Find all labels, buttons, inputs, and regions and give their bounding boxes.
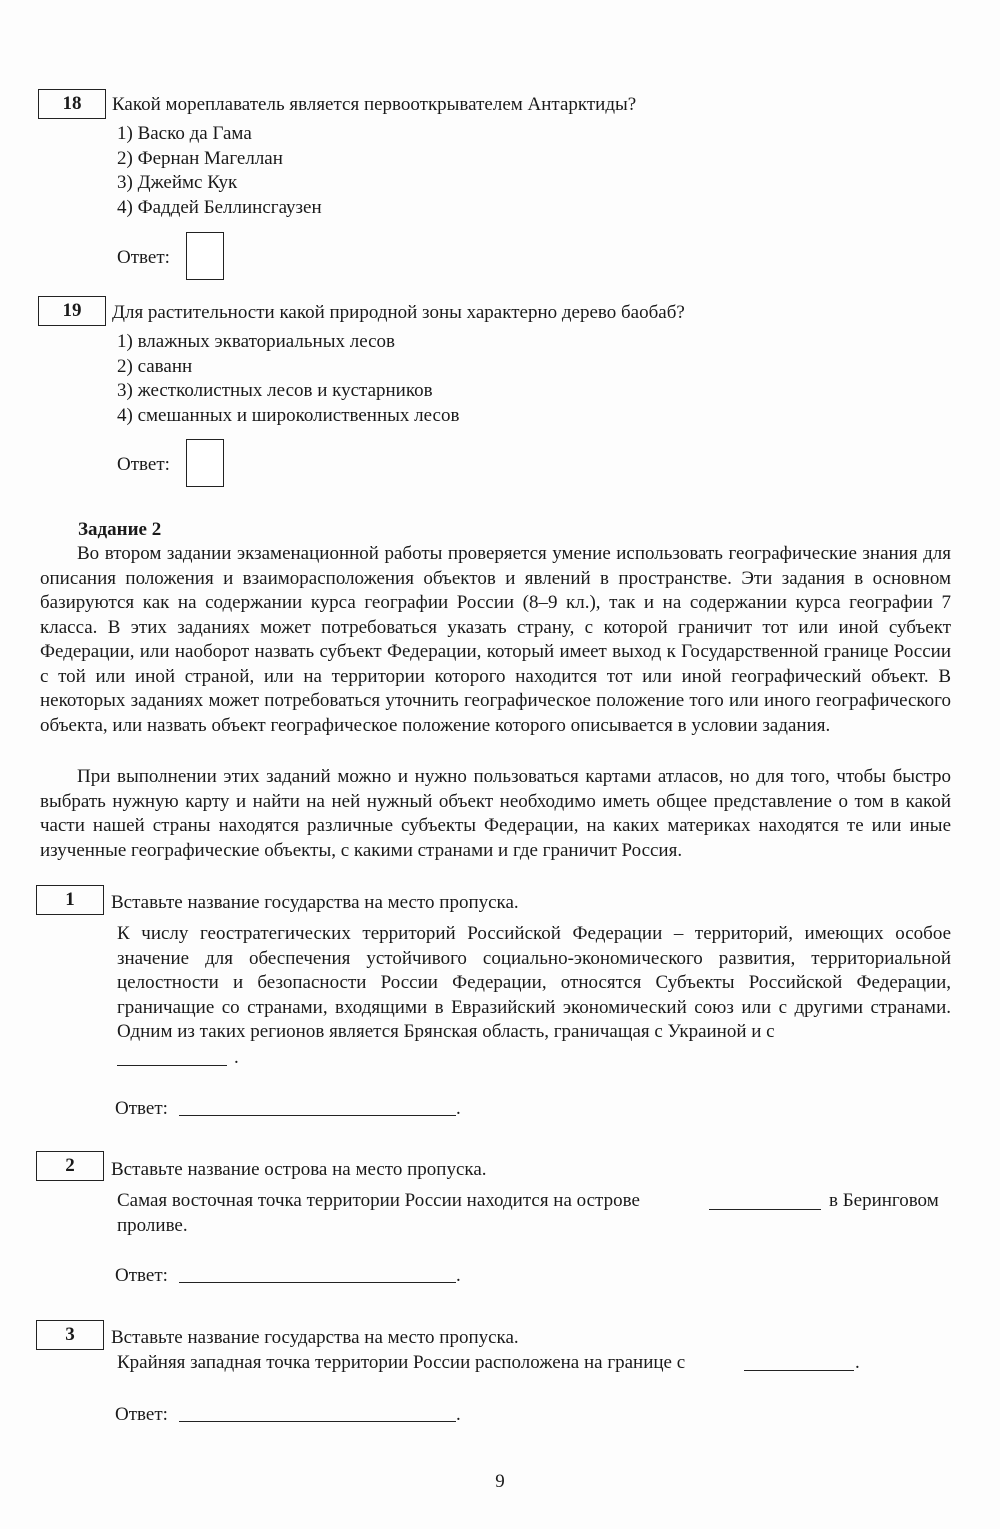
question-text: Какой мореплаватель является первооткрывателем Антарктиды?	[112, 94, 637, 115]
task-text: Самая восточная точка территории России находится на острове	[117, 1190, 640, 1211]
section-title: Задание 2	[78, 519, 162, 540]
answer-line[interactable]	[179, 1282, 456, 1283]
option-3[interactable]: 3) Джеймс Кук	[117, 172, 238, 193]
section-paragraph-2: При выполнении этих заданий можно и нужно пользоваться картами атласов, но для того, чтобы быстро выбрать нужную карту и найти на ней нужный объект необходимо иметь общее представление о том в какой части нашей страны находятся различные субъекты Федерации, на каких материках находятся те или иные изученные географические объекты, с какими странами и где граничит Россия.	[40, 766, 951, 861]
task-instruction: Вставьте название острова на место пропуска.	[111, 1159, 487, 1180]
answer-box[interactable]	[186, 439, 224, 487]
answer-line[interactable]	[179, 1421, 456, 1422]
question-number-box: 19	[38, 296, 106, 326]
answer-label: Ответ:	[117, 247, 170, 268]
task-text: Крайняя западная точка территории России расположена на границе с	[117, 1352, 686, 1373]
answer-label: Ответ:	[115, 1265, 168, 1286]
options-list	[117, 330, 459, 428]
answer-box[interactable]	[186, 232, 224, 280]
answer-label: Ответ:	[115, 1098, 168, 1119]
question-number-box: 18	[38, 89, 106, 119]
task-text-after: в Беринговом	[829, 1190, 939, 1211]
task-number-box: 3	[36, 1320, 104, 1350]
task-text-end: .	[855, 1352, 860, 1373]
options-list	[117, 122, 322, 220]
option-4[interactable]: 4) Фаддей Беллинсгаузен	[117, 196, 322, 218]
answer-end: .	[456, 1098, 461, 1119]
option-4[interactable]: 4) смешанных и широколиственных лесов	[117, 404, 460, 426]
blank-end: .	[234, 1047, 239, 1068]
section-paragraph-1: Во втором задании экзаменационной работы проверяется умение использовать географические знания для описания положения и взаиморасположения объектов и явлений в пространстве. Эти задания в основном базируются как на содержании курса географии России (8–9 кл.), так и на содержании курса географии 7 класса. В этих заданиях может потребоваться указать страну, с которой граничит тот или иной субъект Федерации, или наоборот назвать субъект Федерации, который имеет выход к Государственной границе России с той или иной страной, или на территории которого находится тот или иной географический объект. В некоторых заданиях может потребоваться уточнить географическое положение того или иного географического объекта, или назвать объект географическое положение которого описывается в условии задания.	[40, 543, 951, 736]
task-number-box: 2	[36, 1151, 104, 1181]
option-1[interactable]: 1) Васко да Гама	[117, 123, 252, 144]
fill-blank[interactable]	[744, 1370, 854, 1371]
option-1[interactable]: 1) влажных экваториальных лесов	[117, 331, 396, 352]
task-number-box: 1	[36, 885, 104, 915]
fill-blank[interactable]	[117, 1065, 227, 1066]
answer-end: .	[456, 1265, 461, 1286]
task-instruction: Вставьте название государства на место пропуска.	[111, 892, 519, 913]
task-instruction: Вставьте название государства на место пропуска.	[111, 1327, 519, 1348]
answer-label: Ответ:	[115, 1404, 168, 1425]
option-2[interactable]: 2) Фернан Магеллан	[117, 147, 283, 169]
task-text-line2: проливе.	[117, 1215, 188, 1236]
page-number: 9	[495, 1471, 505, 1492]
option-2[interactable]: 2) саванн	[117, 355, 193, 377]
fill-blank[interactable]	[709, 1209, 821, 1210]
task-text: К числу геостратегических территорий Российской Федерации – территорий, имеющих особое значение для обеспечения устойчивого социально-экономического развития, территориальной целостности и безопасности России Федерации, относятся Субъекты Российской Федерации, граничащие со странами, входящими в Евразийский экономический союз или с другими странами. Одним из таких регионов является Брянская область, граничащая с Украиной и с	[117, 923, 951, 1042]
answer-end: .	[456, 1404, 461, 1425]
answer-label: Ответ:	[117, 454, 170, 475]
option-3[interactable]: 3) жестколистных лесов и кустарников	[117, 380, 433, 401]
question-text: Для растительности какой природной зоны характерно дерево баобаб?	[112, 302, 685, 323]
answer-line[interactable]	[179, 1115, 456, 1116]
